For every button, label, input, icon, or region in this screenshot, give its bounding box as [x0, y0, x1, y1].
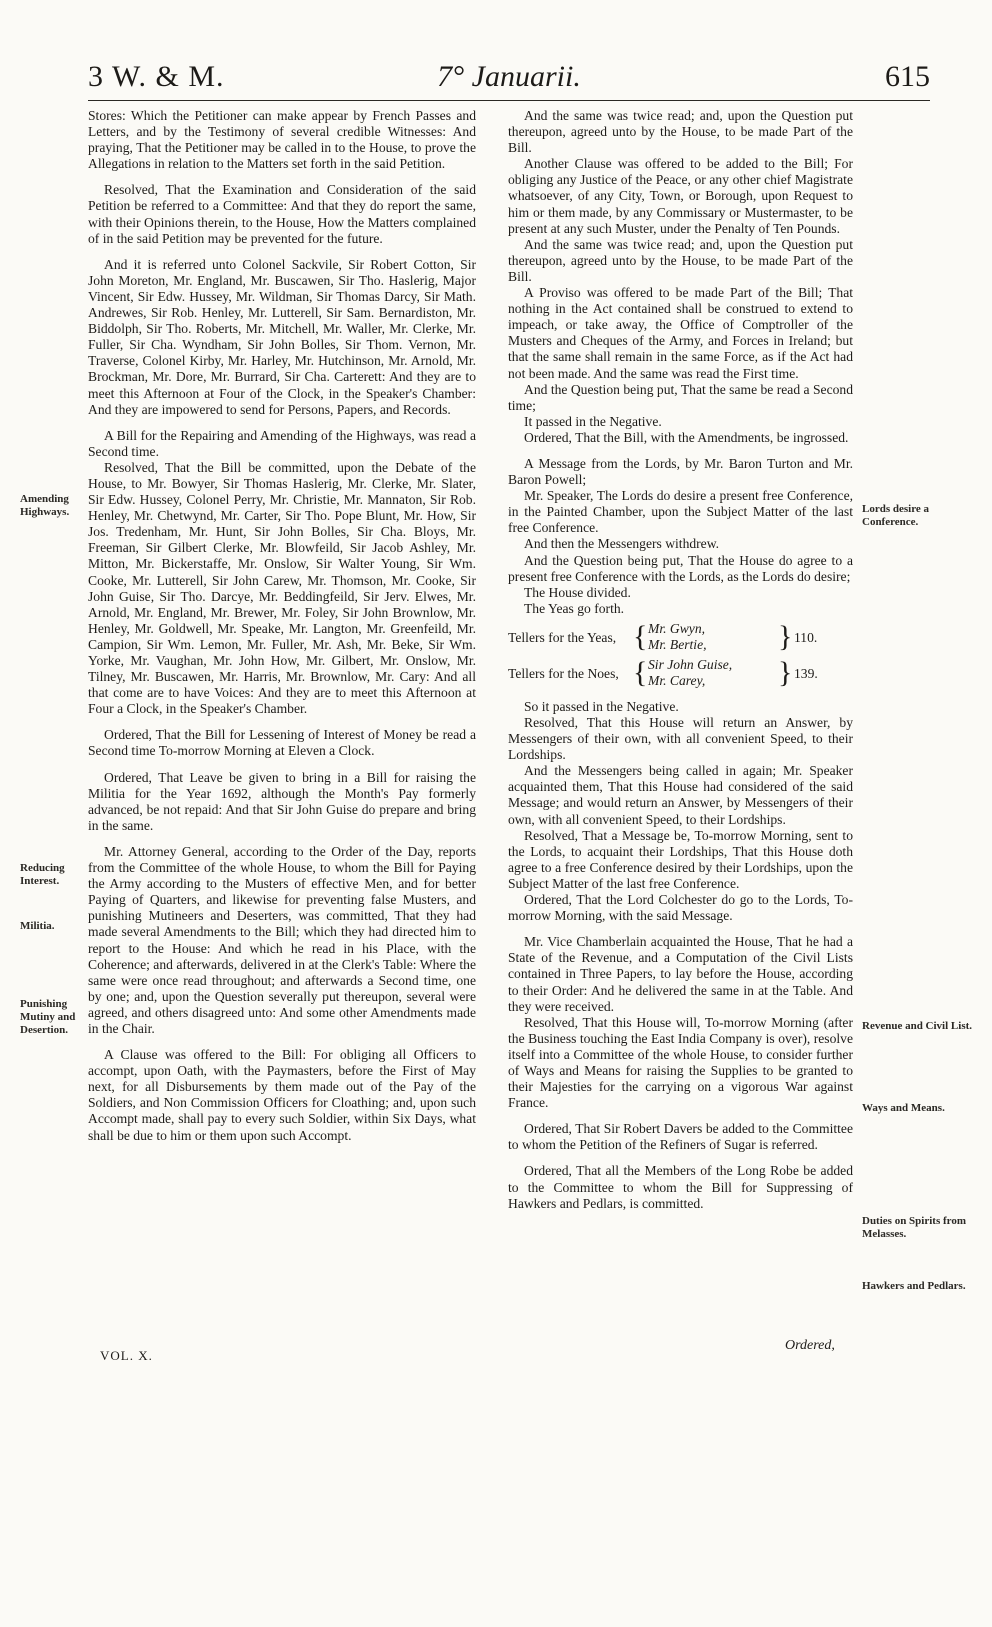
division-tellers	[508, 621, 853, 693]
paragraph: A Clause was offered to the Bill: For obliging all Officers to accompt, upon Oath, with the Paymasters, before the First of May next, for all Disbursements by them made out of the Pay of the Soldiers, and Non Commission Officers for Cloathing; and, upon such Accompt made, shall pay to every such Soldier, within Six Days, what shall be due to him or them upon such Accompt.	[88, 1047, 476, 1143]
paragraph: Ordered, That Leave be given to bring in a Bill for raising the Militia for the Year 1692, although the Month's Pay formerly advanced, be not repaid: And that Sir John Guise do prepare and bring in the same.	[88, 769, 476, 833]
paragraph: And the Question being put, That the House do agree to a present free Conference with the Lords, as the Lords do desire;	[508, 552, 853, 584]
paragraph: Ordered, That Sir Robert Davers be added to the Committee to whom the Petition of the Refiners of Sugar is referred.	[508, 1121, 853, 1153]
catchword: Ordered,	[785, 1338, 835, 1353]
paragraph: Another Clause was offered to be added to the Bill; For obliging any Justice of the Peace, or any other chief Magistrate whatsoever, of any City, Town, or Borough, upon Request to him or them made, by any Commissary or Mustermaster, to be present at any such Muster, under the Penalty of Ten Pounds.	[508, 156, 853, 236]
brace-left: {	[633, 655, 648, 689]
paragraph: Ordered, That all the Members of the Long Robe be added to the Committee to whom the Bill for Suppressing of Hawkers and Pedlars, is committed.	[508, 1163, 853, 1211]
page-date: 7° Januarii.	[437, 60, 581, 93]
teller-name: Sir John Guise,	[648, 656, 733, 672]
margin-note-highways: Amending Highways.	[20, 493, 70, 518]
brace-right: }	[778, 619, 793, 653]
regnal-year: 3 W. & M.	[88, 60, 225, 93]
margin-note-duties: Duties on Spirits from Melasses.	[862, 1215, 966, 1240]
paragraph: Resolved, That the Examination and Consideration of the said Petition be referred to a Committee: And that they do report the same, with their Opinions therein, to the House, How the Matters complained of in the said Petition may be prevented for the future.	[88, 182, 476, 246]
paragraph: And the same was twice read; and, upon the Question put thereupon, agreed unto by the House, to be made Part of the Bill.	[508, 108, 853, 156]
tellers-noes	[508, 657, 853, 693]
margin-note-ways: Ways and Means.	[862, 1102, 945, 1114]
paragraph: A Proviso was offered to be made Part of the Bill; That nothing in the Act contained shall be construed to extend to impeach, or take away, the Office of Comptroller of the Musters and Cheques of the Army, and Forces in Ireland; but that the same shall remain in the same Force, as if the Act had not been made. And the same was read the First time.	[508, 285, 853, 381]
paragraph: The Yeas go forth.	[524, 600, 625, 616]
margin-note-mutiny: Punishing Mutiny and Desertion.	[20, 998, 76, 1036]
margin-note-revenue: Revenue and Civil List.	[862, 1020, 973, 1032]
paragraph: The House divided.	[524, 584, 631, 600]
teller-name: Mr. Bertie,	[648, 636, 707, 652]
paragraph: Ordered, That the Lord Colchester do go to the Lords, To-morrow Morning, with the said Message.	[508, 892, 853, 924]
vote-count: 139.	[794, 665, 818, 681]
vote-count: 110.	[794, 629, 818, 645]
paragraph: Resolved, That a Message be, To-morrow Morning, sent to the Lords, to acquaint their Lordships, That this House doth agree to a free Conference desired by their Lordships, upon the Subject Matter of the last free Conference.	[508, 827, 853, 891]
paragraph: And the same was twice read; and, upon the Question put thereupon, agreed unto by the House, to be made Part of the Bill.	[508, 236, 853, 284]
paragraph: Ordered, That the Bill, with the Amendments, be ingrossed.	[524, 429, 849, 445]
paragraph: Ordered, That the Bill for Lessening of Interest of Money be read a Second time To-morrow Morning at Eleven a Clock.	[88, 727, 476, 759]
brace-right: }	[778, 655, 793, 689]
paragraph: Mr. Attorney General, according to the Order of the Day, reports from the Committee of the whole House, to whom the Bill for Paying the Army according to the Musters of effective Men, and for better Paying of Quarters, and likewise for preventing false Musters, and punishing Mutineers and Deserters, was committed, That they had made several Amendments to the Bill; which they had directed him to report to the House: And which he read in his Place, with the Coherence; and afterwards, delivered in at the Clerk's Table: Where the same were once read throughout; and afterwards a Second time, one by one; and, upon the Question severally put thereupon, several were agreed, and others disagreed unto: And some other Amendments made in the Chair.	[88, 843, 476, 1036]
paragraph: And the Messengers being called in again; Mr. Speaker acquainted them, That this House had considered of the said Message; and would return an Answer, by Messengers of their own, with all convenient Speed, to their Lordships.	[508, 763, 853, 827]
margin-note-hawkers: Hawkers and Pedlars.	[862, 1280, 966, 1292]
paragraph: And then the Messengers withdrew.	[524, 536, 720, 552]
teller-name: Mr. Gwyn,	[648, 620, 706, 636]
paragraph: Resolved, That this House will return an Answer, by Messengers of their own, with all convenient Speed, to their Lordships.	[508, 715, 853, 763]
paragraph: Stores: Which the Petitioner can make appear by French Passes and Letters, and by the Testimony of several credible Witnesses: And praying, That the Petitioner may be called in to the House, to prove the Allegations in relation to the Matters set forth in the said Petition.	[88, 108, 476, 172]
left-column	[88, 108, 476, 1154]
volume-signature: VOL. X.	[100, 1348, 153, 1363]
paragraph: Resolved, That this House will, To-morrow Morning (after the Business touching the East India Company is over), resolve itself into a Committee of the whole House, to consider further of Ways and Means for raising the Supplies to be granted to their Majesties for the carrying on a vigorous War against France.	[508, 1014, 853, 1111]
teller-label: Tellers for the Yeas,	[508, 629, 617, 645]
paragraph: Mr. Vice Chamberlain acquainted the House, That he had a State of the Revenue, and a Computation of the Civil Lists contained in Three Papers, to lay before the House, according to their Order: And he delivered the same in at the Table. And they were received.	[508, 934, 853, 1014]
brace-left: {	[633, 619, 648, 653]
paragraph: A Message from the Lords, by Mr. Baron Turton and Mr. Baron Powell;	[508, 455, 853, 488]
margin-note-militia: Militia.	[20, 920, 55, 932]
teller-name: Mr. Carey,	[648, 672, 706, 688]
right-column	[508, 108, 853, 1222]
page-number: 615	[885, 60, 930, 93]
paragraph: It passed in the Negative.	[524, 413, 662, 429]
page-header	[88, 52, 930, 101]
teller-names	[648, 657, 732, 689]
teller-names	[648, 621, 707, 653]
paragraph: Resolved, That the Bill be committed, upon the Debate of the House, to Mr. Bowyer, Sir Thomas Haslerig, Mr. Clerke, Mr. Slater, Sir Edw. Hussey, Colonel Perry, Mr. Christie, Mr. Mannaton, Sir Rob. Henley, Mr. Chetwynd, Mr. Carter, Sir Tho. Pope Blunt, Mr. How, Sir Jos. Tredenham, Mr. Hunt, Sir John Bolles, Sir Cha. Bloys, Mr. Freeman, Sir Gilbert Clerke, Mr. Blowfeild, Sir Jacob Ashley, Mr. Mitton, Mr. Bickerstaffe, Mr. Onslow, Sir Walter Young, Sir Wm. Cooke, Mr. Lutterell, Sir John Carew, Mr. Thomson, Mr. Cooke, Sir John Guise, Sir Tho. Darcye, Mr. Beddingfeild, Sir Jerv. Elwes, Mr. Arnold, Mr. England, Mr. Brewer, Mr. Foley, Sir John Brownlow, Mr. Henley, Mr. Goldwell, Mr. Speake, Mr. Langton, Mr. Greenfeild, Mr. Campion, Sir Wm. Lemon, Mr. Fuller, Mr. Ash, Mr. Beke, Sir Wm. Yorke, Mr. Vaughan, Mr. John How, Mr. Gilbert, Mr. Onslow, Mr. Tilney, Mr. Buscawen, Mr. Harris, Mr. Brownlow, Mr. Cary: And all that come are to have Voices: And they are to meet this Afternoon at Four a Clock, in the Speaker's Chamber.	[88, 459, 476, 717]
tellers-yeas	[508, 621, 853, 657]
paragraph: A Bill for the Repairing and Amending of the Highways, was read a Second time.	[88, 427, 476, 459]
margin-note-interest: Reducing Interest.	[20, 862, 65, 887]
paragraph: So it passed in the Negative.	[524, 698, 679, 714]
teller-label: Tellers for the Noes,	[508, 665, 619, 681]
paragraph: Mr. Speaker, The Lords do desire a present free Conference, in the Painted Chamber, upon the Subject Matter of the last free Conference.	[508, 488, 853, 536]
paragraph: And it is referred unto Colonel Sackvile, Sir Robert Cotton, Sir John Moreton, Mr. England, Mr. Buscawen, Sir Tho. Haslerig, Major Vincent, Sir Edw. Hussey, Mr. Wildman, Sir Thomas Darcy, Sir Math. Andrewes, Sir Rob. Henley, Mr. Lutterell, Sir Sam. Bernardiston, Mr. Biddolph, Sir Tho. Roberts, Mr. Mitchell, Mr. Waller, Mr. Clerke, Mr. Fuller, Sir Cha. Wyndham, Sir John Bolles, Sir Thom. Vernon, Mr. Traverse, Colonel Kirby, Mr. Harley, Mr. Hutchinson, Mr. Arnold, Mr. Brockman, Mr. Dore, Mr. Burrard, Sir Cha. Carterett: And they are to meet this Afternoon at Four of the Clock, in the Speaker's Chamber: And they are impowered to send for Persons, Papers, and Records.	[88, 256, 476, 417]
paragraph: And the Question being put, That the same be read a Second time;	[508, 381, 853, 413]
margin-note-lords: Lords desire a Conference.	[862, 503, 930, 528]
